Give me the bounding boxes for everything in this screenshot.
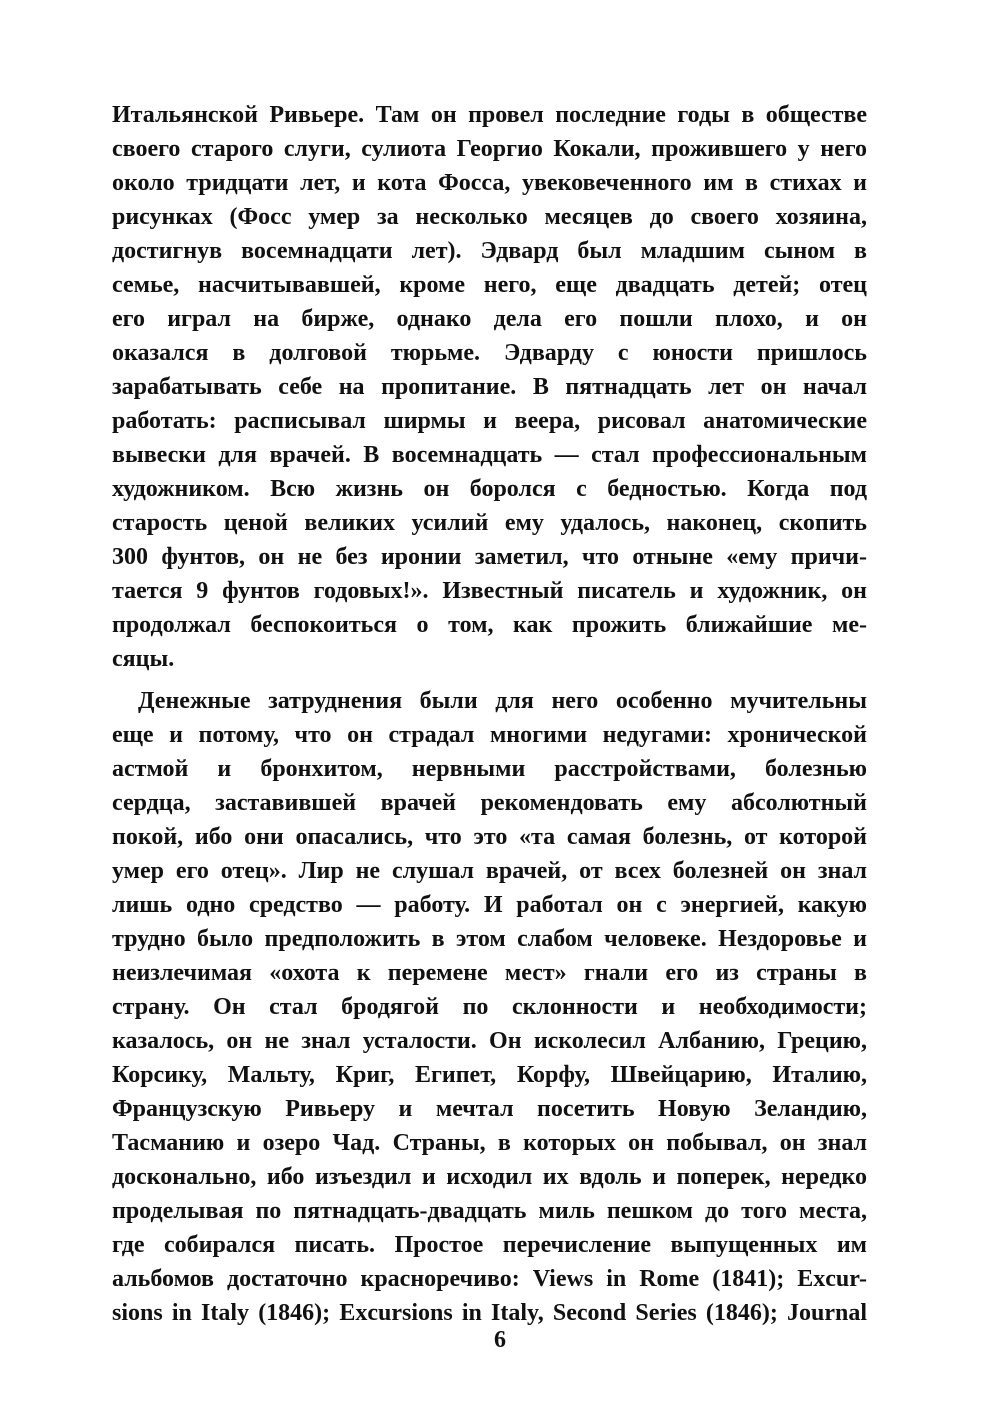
text-line: семье, насчитывавшей, кроме него, еще двадцать детей; отец: [112, 272, 867, 298]
text-line: достигнув восемнадцати лет). Эдвард был младшим сыном в: [112, 238, 867, 264]
text-line: художником. Всю жизнь он боролся с бедностью. Когда под: [112, 476, 867, 502]
text-line: казалось, он не знал усталости. Он исколесил Албанию, Грецию,: [112, 1028, 867, 1054]
text-line: своего старого слуги, сулиота Георгио Кокали, прожившего у него: [112, 136, 867, 162]
text-line: страну. Он стал бродягой по склонности и необходимости;: [112, 994, 867, 1020]
text-line: sions in Italy (1846); Excursions in Italy, Second Series (1846); Journal: [112, 1300, 867, 1326]
text-line: его играл на бирже, однако дела его пошли плохо, и он: [112, 306, 867, 332]
text-line: Итальянской Ривьере. Там он провел последние годы в обществе: [112, 102, 867, 128]
paragraph-1: [112, 98, 867, 676]
text-line: сердца, заставившей врачей рекомендовать ему абсолютный: [112, 790, 867, 816]
text-line: трудно было предположить в этом слабом человеке. Нездоровье и: [112, 926, 867, 952]
paragraph-2: [112, 684, 867, 1330]
text-line: еще и потому, что он страдал многими недугами: хронической: [112, 722, 867, 748]
text-line: продолжал беспокоиться о том, как прожить ближайшие ме-: [112, 612, 867, 638]
text-line: работать: расписывал ширмы и веера, рисовал анатомические: [112, 408, 867, 434]
text-line: проделывая по пятнадцать-двадцать миль пешком до того места,: [112, 1198, 867, 1224]
text-line: умер его отец». Лир не слушал врачей, от всех болезней он знал: [112, 858, 867, 884]
paragraph-gap: [112, 676, 867, 684]
text-line: альбомов достаточно красноречиво: Views in Rome (1841); Excur-: [112, 1266, 867, 1292]
text-line: досконально, ибо изъездил и исходил их вдоль и поперек, нередко: [112, 1164, 867, 1190]
text-line: лишь одно средство — работу. И работал он с энергией, какую: [112, 892, 867, 918]
text-line: астмой и бронхитом, нервными расстройствами, болезнью: [112, 756, 867, 782]
text-line: старость ценой великих усилий ему удалось, наконец, скопить: [112, 510, 867, 536]
text-line: Тасманию и озеро Чад. Страны, в которых он побывал, он знал: [112, 1130, 867, 1156]
text-line: тается 9 фунтов годовых!». Известный писатель и художник, он: [112, 578, 867, 604]
page-number: 6: [494, 1327, 506, 1353]
text-line: сяцы.: [112, 646, 175, 672]
text-line: около тридцати лет, и кота Фосса, увековеченного им в стихах и: [112, 170, 867, 196]
text-line: неизлечимая «охота к перемене мест» гнали его из страны в: [112, 960, 867, 986]
text-line: оказался в долговой тюрьме. Эдварду с юности пришлось: [112, 340, 867, 366]
text-line: где собирался писать. Простое перечисление выпущенных им: [112, 1232, 867, 1258]
body-text: [112, 98, 867, 1330]
text-line: зарабатывать себе на пропитание. В пятнадцать лет он начал: [112, 374, 867, 400]
text-line: вывески для врачей. В восемнадцать — стал профессиональным: [112, 442, 867, 468]
text-line: 300 фунтов, он не без иронии заметил, что отныне «ему причи-: [112, 544, 867, 570]
text-line: рисунках (Фосс умер за несколько месяцев до своего хозяина,: [112, 204, 867, 230]
text-line: покой, ибо они опасались, что это «та самая болезнь, от которой: [112, 824, 867, 850]
text-line: Денежные затруднения были для него особенно мучительны: [138, 688, 867, 714]
text-line: Французскую Ривьеру и мечтал посетить Новую Зеландию,: [112, 1096, 867, 1122]
text-line: Корсику, Мальту, Криг, Египет, Корфу, Швейцарию, Италию,: [112, 1062, 867, 1088]
